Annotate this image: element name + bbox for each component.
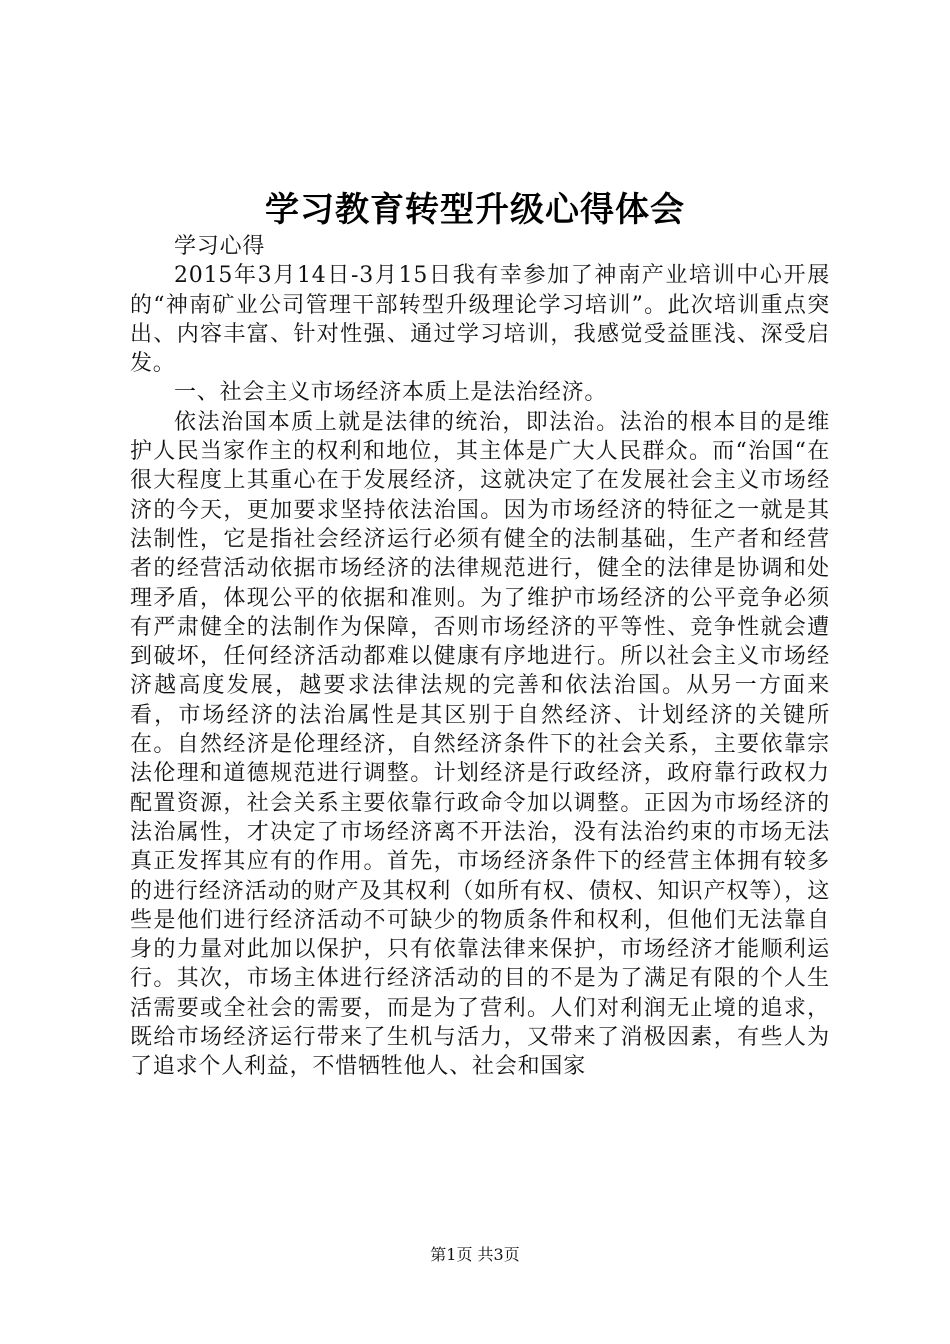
paragraph-body-1: 依法治国本质上就是法律的统治，即法治。法治的根本目的是维护人民当家作主的权利和地位，其主体是广大人民群众。而“治国“在很大程度上其重心在于发展经济，这就决定了在发展社会主义市场经济的今天，更加要求坚持依法治国。因为市场经济的特征之一就是其法制性，它是指社会经济运行必须有健全的法制基础，生产者和经营者的经营活动依据市场经济的法律规范进行，健全的法律是协调和处理矛盾，体现公平的依据和准则。为了维护市场经济的公平竞争必须有严肃健全的法制作为保障，否则市场经济的平等性、竞争性就会遭到破坏，任何经济活动都难以健康有序地进行。所以社会主义市场经济越高度发展，越要求法律法规的完善和依法治国。从另一方面来看，市场经济的法治属性是其区别于自然经济、计划经济的关键所在。自然经济是伦理经济，自然经济条件下的社会关系，主要依靠宗法伦理和道德规范进行调整。计划经济是行政经济，政府靠行政权力配置资源，社会关系主要依靠行政命令加以调整。正因为市场经济的法治属性，才决定了市场经济离不开法治，没有法治约束的市场无法真正发挥其应有的作用。首先，市场经济条件下的经营主体拥有较多的进行经济活动的财产及其权利（如所有权、债权、知识产权等），这些是他们进行经济活动不可缺少的物质条件和权利，但他们无法靠自身的力量对此加以保护，只有依靠法律来保护，市场经济才能顺利运行。其次，市场主体进行经济活动的目的不是为了满足有限的个人生活需要或全社会的需要，而是为了营利。人们对利润无止境的追求，既给市场经济运行带来了生机与活力，又带来了消极因素，有些人为了追求个人利益，不惜牺牲他人、社会和国家 xyxy=(130,409,830,1080)
paragraph-heading-1: 一、社会主义市场经济本质上是法治经济。 xyxy=(174,380,608,406)
page-footer: 第1页 共3页 xyxy=(430,1245,520,1264)
document-body xyxy=(130,232,830,1082)
paragraph-subtitle: 学习心得 xyxy=(174,234,266,259)
paragraph-intro: 2015年3月14日-3月15日我有幸参加了神南产业培训中心开展的“神南矿业公司管理干部转型升级理论学习培训”。此次培训重点突出、内容丰富、针对性强、通过学习培训，我感觉受益匪浅、深受启发。 xyxy=(130,263,830,377)
document-title: 学习教育转型升级心得体会 xyxy=(265,190,685,230)
